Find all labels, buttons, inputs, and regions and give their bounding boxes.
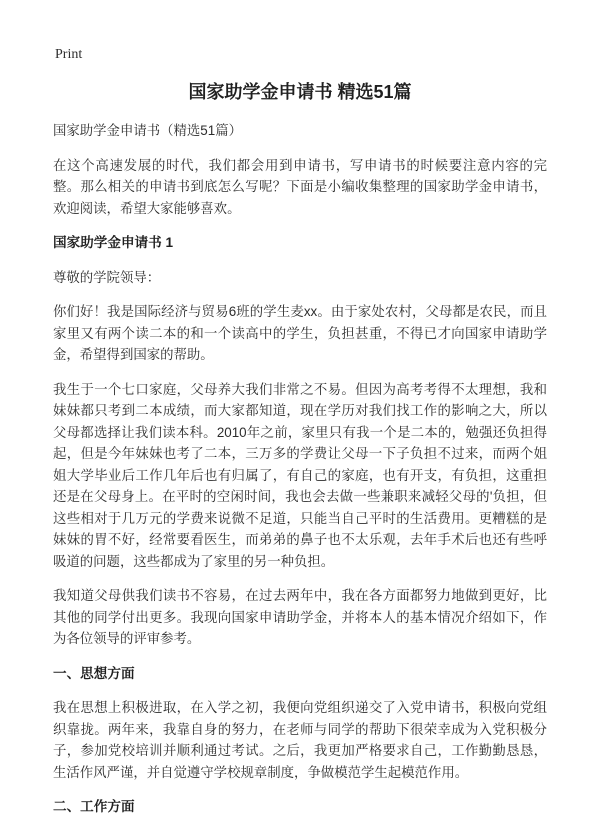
article-body bbox=[53, 120, 547, 818]
document-paragraph: 国家助学金申请书（精选51篇） bbox=[53, 123, 242, 138]
document-paragraph: 我知道父母供我们读书不容易，在过去两年中，我在各方面都努力地做到更好，比其他的同学付出更多。我现向国家申请助学金，并将本人的基本情况介绍如下，作为各位领导的评审参考。 bbox=[53, 588, 547, 646]
document-paragraph: 我生于一个七口家庭，父母养大我们非常之不易。但因为高考考得不太理想，我和妹妹都只考到二本成绩，而大家都知道，现在学历对我们找工作的影响之大，所以父母都选择让我们读本科。2010年之前，家里只有我一个是二本的，勉强还负担得起，但是今年妹妹也考了二本，三万多的学费让父母一下子负担不过来，而两个姐姐大学毕业后工作几年后也有归属了，有自己的家庭，也有开支，有负担，这重担还是在父母身上。在平时的空闲时间，我也会去做一些兼职来减轻父母的'负担，但这些相对于几万元的学费来说微不足道，只能当自己平时的生活费用。更糟糕的是妹妹的胃不好，经常要看医生，而弟弟的鼻子也不太乐观，去年手术后也还有些呼吸道的问题，这些都成为了家里的另一种负担。 bbox=[53, 381, 547, 569]
document-paragraph: 你们好！我是国际经济与贸易6班的学生麦xx。由于家处农村，父母都是农民，而且家里又有两个读二本的和一个读高中的学生，负担甚重，不得已才向国家申请助学金，希望得到国家的帮助。 bbox=[53, 304, 547, 362]
document-paragraph: 尊敬的学院领导： bbox=[53, 269, 161, 285]
document-paragraph: 在这个高速发展的时代，我们都会用到申请书，写申请书的时候要注意内容的完整。那么相关的申请书到底怎么写呢？下面是小编收集整理的国家助学金申请书，欢迎阅读，希望大家能够喜欢。 bbox=[53, 157, 547, 216]
document-heading: 国家助学金申请书 1 bbox=[53, 235, 174, 250]
page-title: 国家助学金申请书 精选51篇 bbox=[188, 82, 412, 102]
document-heading: 一、思想方面 bbox=[53, 665, 135, 681]
document-paragraph: 我在思想上积极进取，在入学之初，我便向党组织递交了入党申请书，积极向党组织靠拢。两年来，我靠自身的努力，在老师与同学的帮助下很荣幸成为入党积极分子，参加党校培训并顺利通过考试。之后，我更加严格要求自己，工作勤勤恳恳，生活作风严谨，并自觉遵守学校规章制度，争做模范学生起模范作用。 bbox=[53, 700, 547, 780]
document-heading: 二、工作方面 bbox=[53, 799, 135, 814]
print-link[interactable]: Print bbox=[55, 47, 83, 62]
